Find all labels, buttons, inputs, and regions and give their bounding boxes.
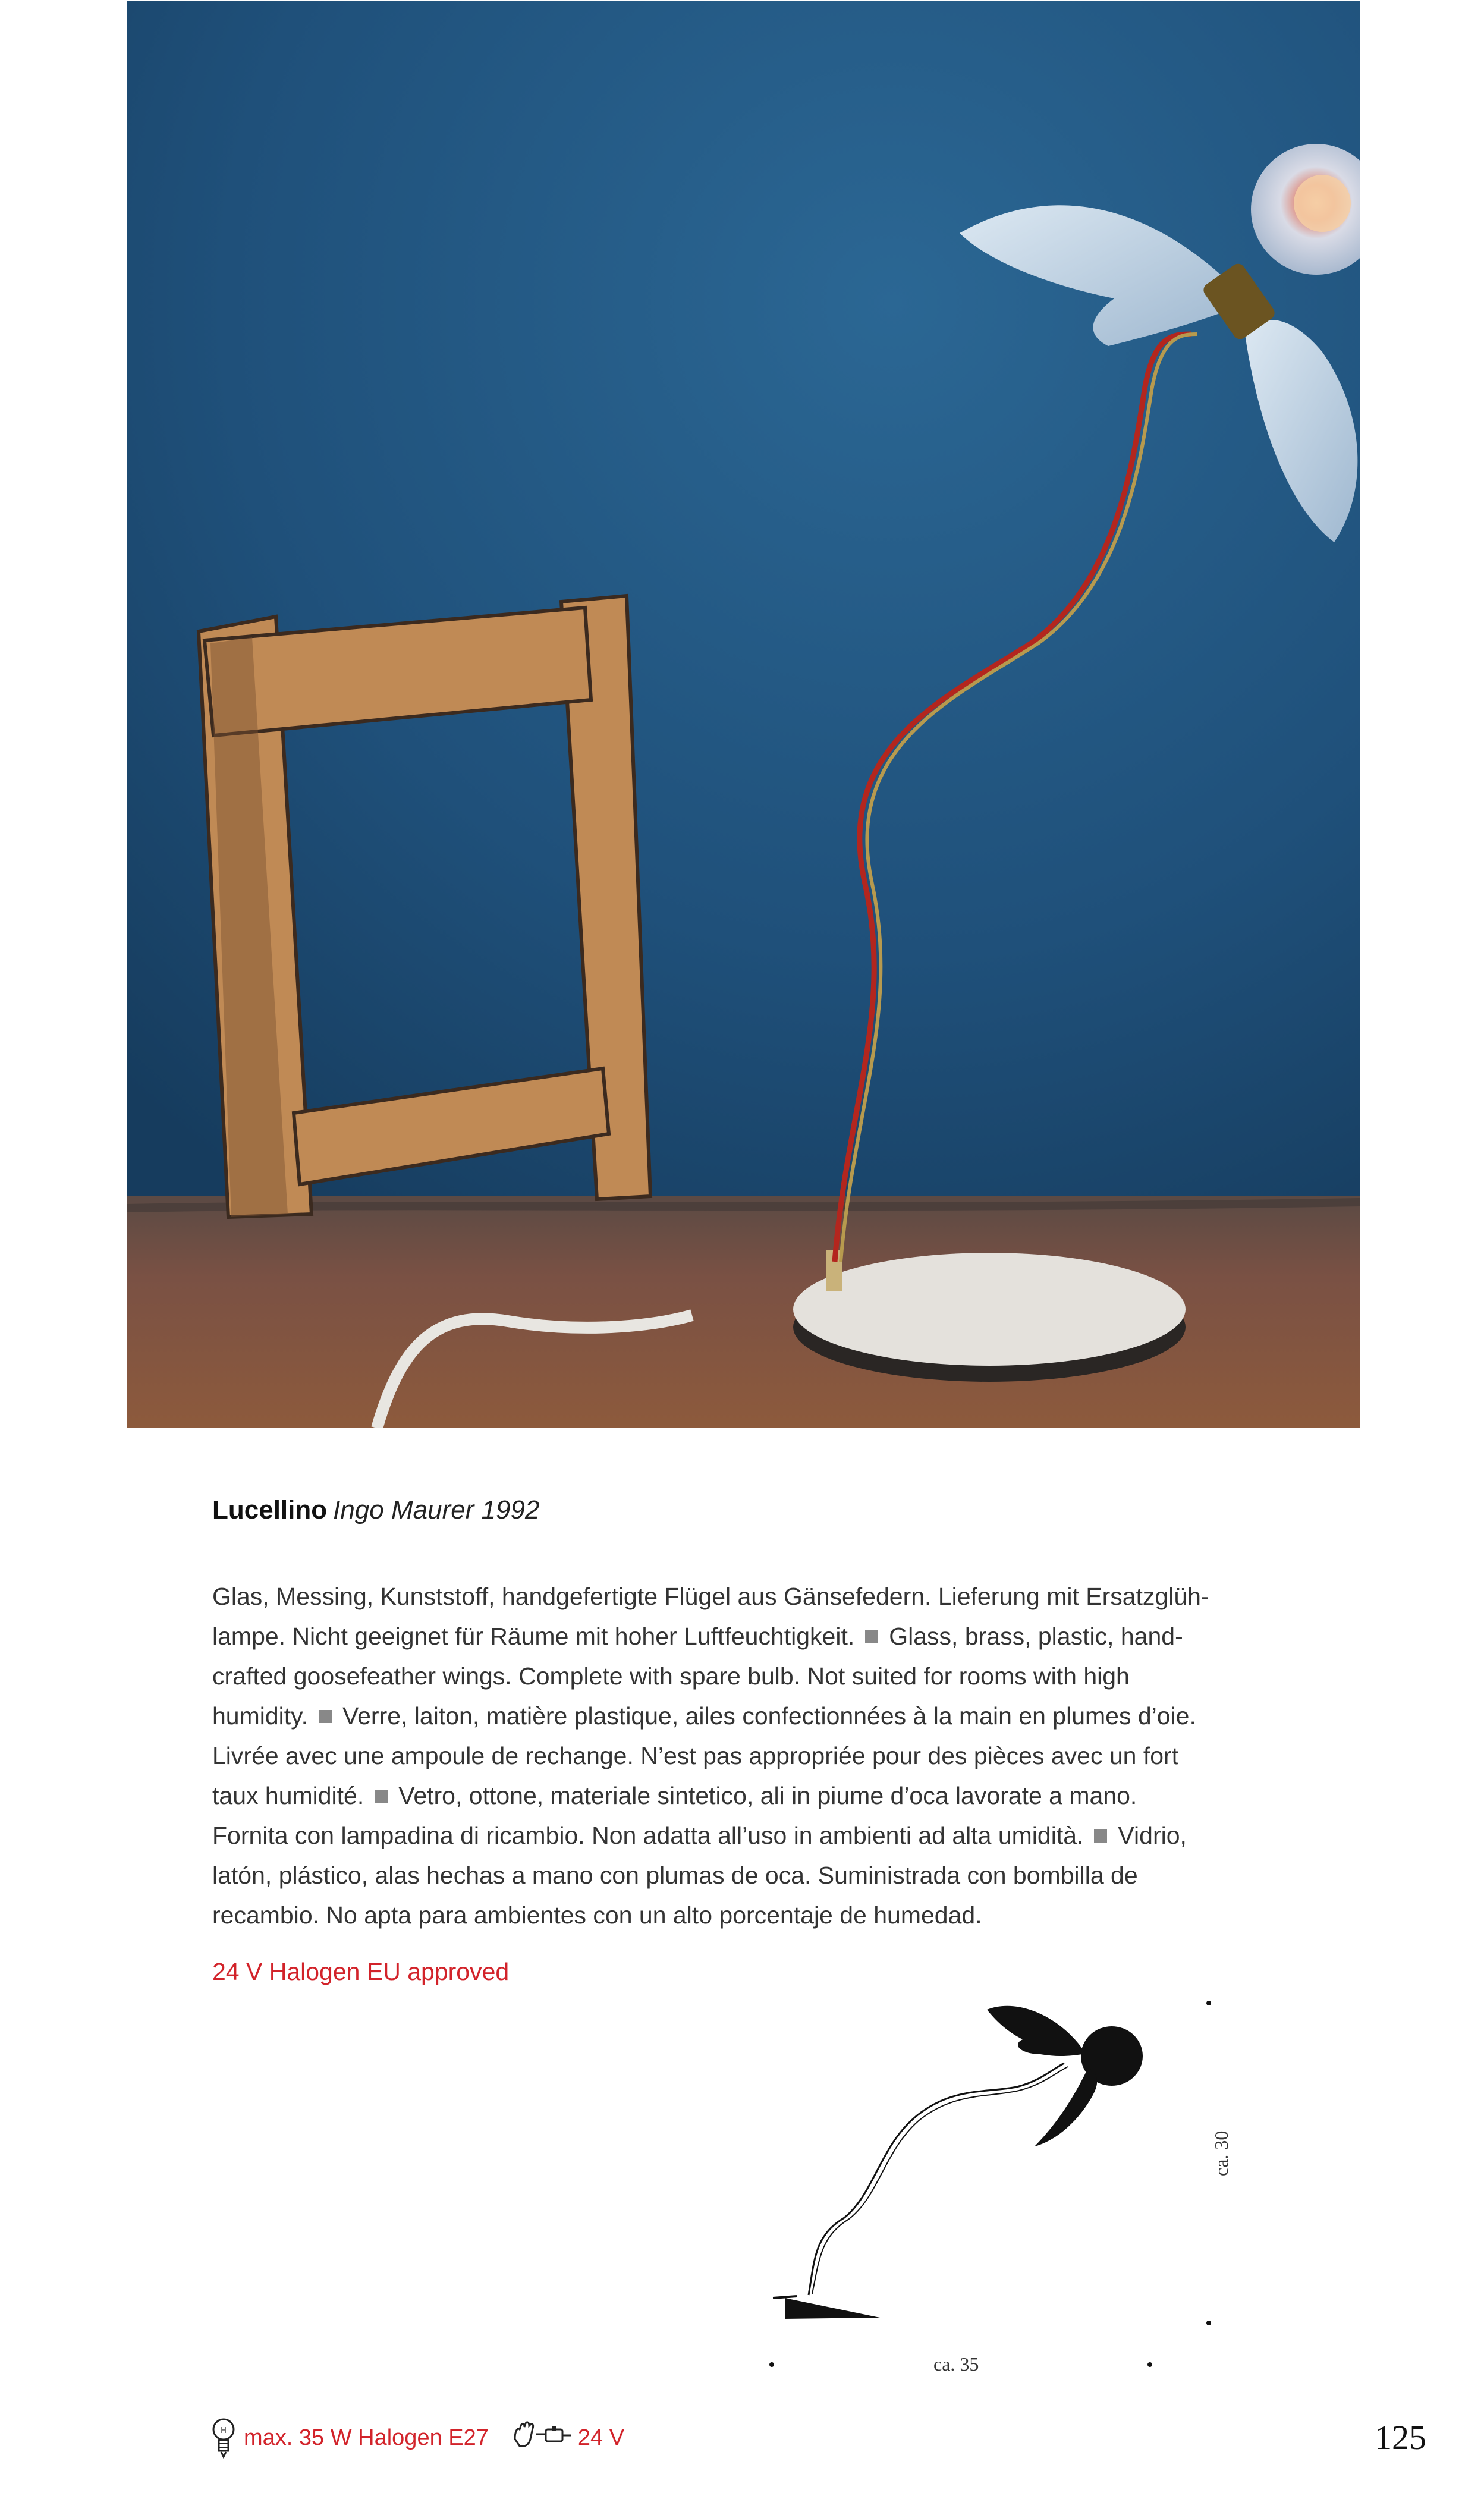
- approval-note: 24 V Halogen EU approved: [212, 1958, 510, 1985]
- voltage-spec: 24 V: [577, 2425, 625, 2450]
- description-es: Vidrio, latón, plástico, alas hechas a mano con plumas de oca. Suministrada con bombilla de recambio. No apta para ambientes con un alto porcentaje de humedad.: [212, 1822, 1187, 1929]
- width-dimension: ca. 35: [933, 2353, 979, 2375]
- designer-year: Ingo Maurer 1992: [333, 1495, 540, 1524]
- separator-square-icon: [375, 1790, 388, 1803]
- separator-square-icon: [319, 1710, 332, 1723]
- product-title: [212, 1492, 539, 1528]
- product-name: Lucellino: [212, 1495, 328, 1524]
- svg-text:H: H: [221, 2426, 227, 2435]
- spec-footer: [212, 2414, 1163, 2462]
- bulb-spec: max. 35 W Halogen E27: [244, 2425, 489, 2450]
- product-description: [212, 1577, 1211, 1935]
- description-de: Glas, Messing, Kunststoff, handgefertigte Flügel aus Gänsefedern. Lieferung mit Ersatzglühlampe. Nicht geeignet für Räume mit hoher Luftfeuchtigkeit.: [212, 1583, 1209, 1650]
- lamp-silhouette-illustration: [761, 1998, 1237, 2390]
- bulb-icon: [212, 2416, 235, 2459]
- lucellino-photo-illustration: [127, 1, 1360, 1428]
- description-fr: Verre, laiton, matière plastique, ailes confectionnées à la main en plumes d’oie. Livrée avec une ampoule de rechange. N’est pas appropriée pour des pièces avec un fort taux humidité.: [212, 1702, 1196, 1809]
- height-dimension: ca. 30: [1211, 2130, 1232, 2176]
- product-photo: [127, 1, 1360, 1428]
- dimension-drawing: [761, 1998, 1237, 2390]
- separator-square-icon: [1094, 1829, 1107, 1843]
- page-number: 125: [1375, 2418, 1426, 2457]
- description-en: Glass, brass, plastic, handcrafted goosefeather wings. Complete with spare bulb. Not suited for rooms with high humidity.: [212, 1623, 1183, 1730]
- separator-square-icon: [865, 1630, 878, 1643]
- description-it: Vetro, ottone, materiale sintetico, ali in piume d’oca lavorate a mano. Fornita con lampadina di ricambio. Non adatta all’uso in ambienti ad alta umidità.: [212, 1782, 1137, 1849]
- hand-dimmer-icon: [513, 2421, 572, 2454]
